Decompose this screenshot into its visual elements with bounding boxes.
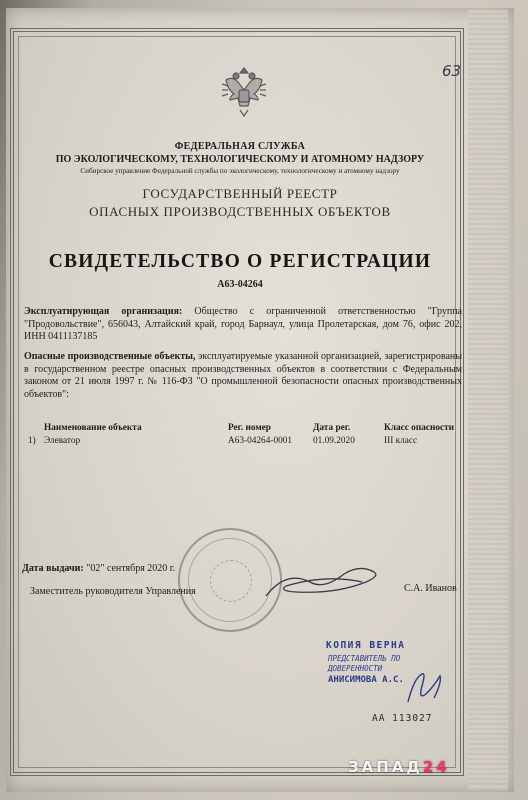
registry-heading-line2: ОПАСНЫХ ПРОИЗВОДСТВЕННЫХ ОБЪЕКТОВ [89, 204, 391, 219]
operator-label: Эксплуатирующая организация: [24, 306, 183, 317]
form-serial-number: АА 113027 [372, 713, 433, 724]
copy-stamp-name: АНИСИМОВА А.С. [328, 675, 404, 685]
table-header-class: Класс опасности [384, 423, 455, 433]
row-hazard-class: III класс [384, 436, 418, 446]
issue-date-label: Дата выдачи: [22, 563, 84, 574]
row-index: 1) [28, 436, 36, 446]
agency-subdivision: Сибирское управление Федеральной службы по экологическому, технологическому и атомному надзору [80, 167, 400, 175]
site-watermark [348, 758, 450, 776]
operator-paragraph [24, 306, 462, 344]
copy-stamp-line2: ПРЕДСТАВИТЕЛЬ ПО [328, 654, 401, 663]
official-signature [262, 566, 392, 606]
issue-date-value: "02" сентября 2020 г. [83, 563, 176, 574]
watermark-word: ЗАПАД [348, 758, 423, 776]
signatory-position: Заместитель руководителя Управления [30, 586, 196, 597]
coat-of-arms-icon [218, 64, 270, 120]
registry-heading-line1: ГОСУДАРСТВЕННЫЙ РЕЕСТР [142, 186, 338, 201]
signatory-name: С.А. Иванов [404, 583, 457, 594]
agency-name-line2: ПО ЭКОЛОГИЧЕСКОМУ, ТЕХНОЛОГИЧЕСКОМУ И АТОМНОМУ НАДЗОРУ [55, 154, 425, 165]
objects-label: Опасные производственные объекты, [24, 351, 196, 362]
binding-edge [468, 10, 508, 790]
row-reg-number: А63-04264-0001 [228, 436, 293, 446]
handwritten-page-number: 63 [442, 62, 462, 80]
table-header-date: Дата рег. [313, 423, 351, 433]
agency-name-line1: ФЕДЕРАЛЬНАЯ СЛУЖБА [174, 141, 306, 152]
objects-text: эксплуатируемые указанной организацией, зарегистрированы в государственном реестре опасных производственных объектов в соответствии с Федеральным законом от 21 июля 1997 г. № 116-ФЗ "О промышленной безопасности опасных производственных объектов": [24, 351, 462, 400]
watermark-number: 24 [422, 758, 450, 776]
copy-stamp-title: КОПИЯ ВЕРНА [326, 640, 406, 651]
operator-text: Общество с ограниченной ответственностью "Группа "Продовольствие", 656043, Алтайский край, город Барнаул, улица Пролетарская, дом 76, офис 202, ИНН 0411137185 [24, 306, 462, 342]
objects-paragraph [24, 351, 462, 401]
row-reg-date: 01.09.2020 [313, 436, 355, 446]
certificate-title: СВИДЕТЕЛЬСТВО О РЕГИСТРАЦИИ [48, 251, 432, 272]
copy-signature [402, 668, 446, 708]
row-object-name: Элеватор [44, 436, 81, 446]
table-header-name: Наименование объекта [44, 423, 142, 433]
issue-date [22, 563, 175, 574]
certificate-number: А63-04264 [217, 279, 263, 290]
table-header-reg-number: Рег. номер [228, 423, 271, 433]
copy-stamp-line3: ДОВЕРЕННОСТИ [328, 664, 383, 673]
